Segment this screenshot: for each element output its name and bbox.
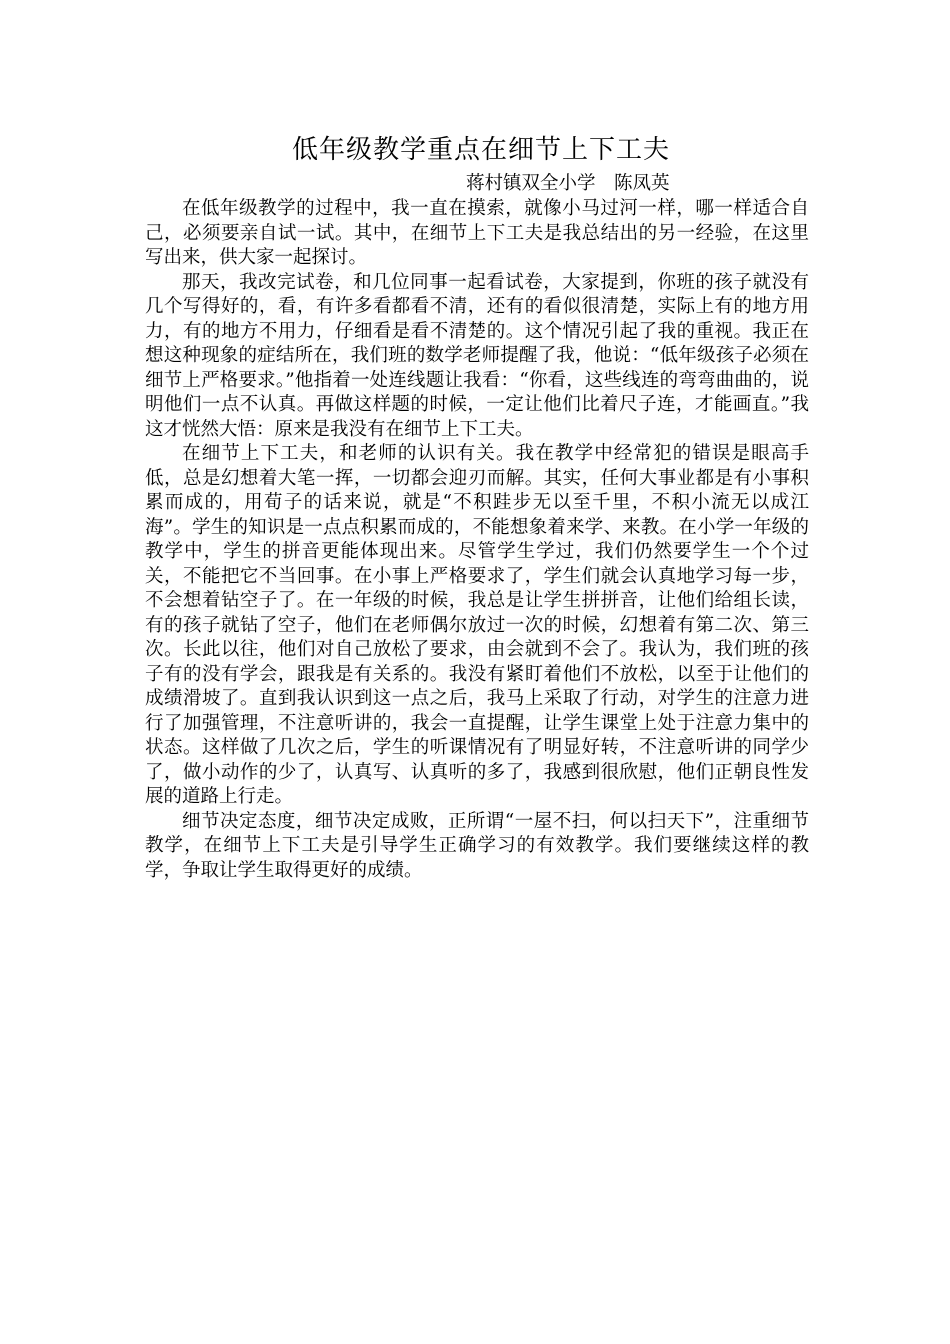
paragraph-3: 在细节上下工夫，和老师的认识有关。我在教学中经常犯的错误是眼高手低，总是幻想着大笔一挥，一切都会迎刃而解。其实，任何大事业都是有小事积累而成的，用荀子的话来说，就是“不积跬步无以至千里，不积小流无以成江海”。学生的知识是一点点积累而成的，不能想象着来学、来教。在小学一年级的教学中，学生的拼音更能体现出来。尽管学生学过，我们仍然要学生一个个过关，不能把它不当回事。在小事上严格要求了，学生们就会认真地学习每一步，不会想着钻空子了。在一年级的时候，我总是让学生拼拼音，让他们给组长读，有的孩子就钻了空子，他们在老师偶尔放过一次的时候，幻想着有第二次、第三次。长此以往，他们对自己放松了要求，由会就到不会了。我认为，我们班的孩子有的没有学会，跟我是有关系的。我没有紧盯着他们不放松，以至于让他们的成绩滑坡了。直到我认识到这一点之后，我马上采取了行动，对学生的注意力进行了加强管理，不注意听讲的，我会一直提醒，让学生课堂上处于注意力集中的状态。这样做了几次之后，学生的听课情况有了明显好转，不注意听讲的同学少了，做小动作的少了，认真写、认真听的多了，我感到很欣慰，他们正朝良性发展的道路上行走。 [145, 443, 809, 807]
paragraph-2: 那天，我改完试卷，和几位同事一起看试卷，大家提到，你班的孩子就没有几个写得好的，看，有许多看都看不清，还有的看似很清楚，实际上有的地方用力，有的地方不用力，仔细看是看不清楚的。这个情况引起了我的重视。我正在想这种现象的症结所在，我们班的数学老师提醒了我，他说：“低年级孩子必须在细节上严格要求。”他指着一处连线题让我看：“你看，这些线连的弯弯曲曲的，说明他们一点不认真。再做这样题的时候，一定让他们比着尺子连，才能画直。”我这才恍然大悟：原来是我没有在细节上下工夫。 [145, 271, 809, 440]
paragraph-1: 在低年级教学的过程中，我一直在摸索，就像小马过河一样，哪一样适合自己，必须要亲自试一试。其中，在细节上下工夫是我总结出的另一经验，在这里写出来，供大家一起探讨。 [145, 198, 809, 268]
article [145, 130, 809, 883]
article-title: 低年级教学重点在细节上下工夫 [291, 135, 670, 165]
author-line: 蒋村镇双全小学 陈凤英 [466, 173, 670, 194]
paragraph-4: 细节决定态度，细节决定成败，正所谓“一屋不扫，何以扫天下”，注重细节教学，在细节上下工夫是引导学生正确学习的有效教学。我们要继续这样的教学，争取让学生取得更好的成绩。 [145, 810, 809, 881]
